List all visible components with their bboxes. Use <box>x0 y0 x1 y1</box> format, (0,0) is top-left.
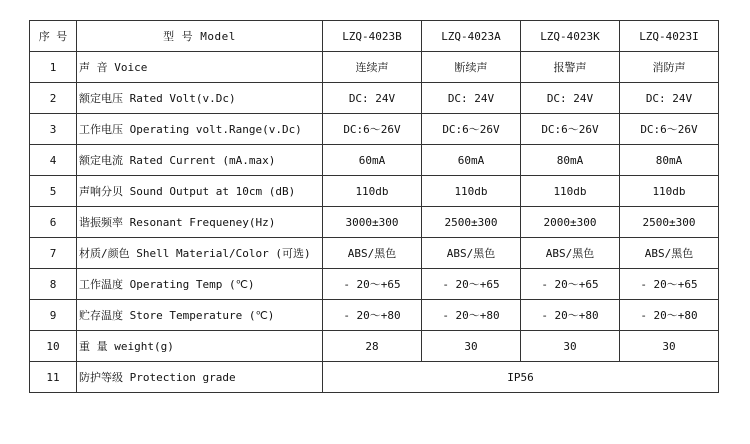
row-value: 消防声 <box>620 52 719 83</box>
row-value: DC: 24V <box>323 83 422 114</box>
row-value: DC: 24V <box>422 83 521 114</box>
row-label: 防护等级 Protection grade <box>77 362 323 393</box>
row-value: 80mA <box>521 145 620 176</box>
row-value: 2000±300 <box>521 207 620 238</box>
model-column-header: LZQ-4023B <box>323 21 422 52</box>
row-value: DC: 24V <box>620 83 719 114</box>
table-row <box>30 300 719 331</box>
row-value: 30 <box>521 331 620 362</box>
row-value: 110db <box>521 176 620 207</box>
row-value: ABS/黑色 <box>422 238 521 269</box>
row-value: DC:6～26V <box>521 114 620 145</box>
row-label: 工作温度 Operating Temp (℃) <box>77 269 323 300</box>
row-value: 连续声 <box>323 52 422 83</box>
model-column-header: LZQ-4023A <box>422 21 521 52</box>
row-label: 声响分贝 Sound Output at 10cm (dB) <box>77 176 323 207</box>
row-value: 2500±300 <box>620 207 719 238</box>
row-number: 9 <box>30 300 77 331</box>
row-value: 110db <box>323 176 422 207</box>
row-value: 2500±300 <box>422 207 521 238</box>
row-value: 110db <box>422 176 521 207</box>
row-value: 28 <box>323 331 422 362</box>
row-value: 80mA <box>620 145 719 176</box>
row-number: 6 <box>30 207 77 238</box>
row-label: 重 量 weight(g) <box>77 331 323 362</box>
row-value: 110db <box>620 176 719 207</box>
row-label: 声 音 Voice <box>77 52 323 83</box>
table-row <box>30 145 719 176</box>
table-row <box>30 52 719 83</box>
protection-row <box>30 362 719 393</box>
row-value: - 20～+80 <box>521 300 620 331</box>
row-value: - 20～+65 <box>323 269 422 300</box>
table-row <box>30 331 719 362</box>
row-value: ABS/黑色 <box>521 238 620 269</box>
row-value: - 20～+65 <box>422 269 521 300</box>
row-value: 60mA <box>323 145 422 176</box>
table-row <box>30 83 719 114</box>
row-value: 30 <box>422 331 521 362</box>
row-label: 谐振频率 Resonant Frequeney(Hz) <box>77 207 323 238</box>
row-value: - 20～+65 <box>620 269 719 300</box>
row-value: - 20～+80 <box>422 300 521 331</box>
row-value: ABS/黑色 <box>323 238 422 269</box>
row-number: 2 <box>30 83 77 114</box>
model-header: 型 号 Model <box>77 21 323 52</box>
row-label: 额定电压 Rated Volt(v.Dc) <box>77 83 323 114</box>
header-row <box>30 21 719 52</box>
table-row <box>30 176 719 207</box>
row-value: 3000±300 <box>323 207 422 238</box>
row-value: 60mA <box>422 145 521 176</box>
row-number: 1 <box>30 52 77 83</box>
row-number: 11 <box>30 362 77 393</box>
row-number: 8 <box>30 269 77 300</box>
row-value: - 20～+65 <box>521 269 620 300</box>
row-label: 材质/颜色 Shell Material/Color (可选) <box>77 238 323 269</box>
row-number: 10 <box>30 331 77 362</box>
row-value: - 20～+80 <box>323 300 422 331</box>
row-value: DC:6～26V <box>323 114 422 145</box>
row-label: 工作电压 Operating volt.Range(v.Dc) <box>77 114 323 145</box>
row-value: 报警声 <box>521 52 620 83</box>
model-column-header: LZQ-4023I <box>620 21 719 52</box>
row-number: 4 <box>30 145 77 176</box>
spec-table <box>29 20 719 393</box>
row-value: ABS/黑色 <box>620 238 719 269</box>
row-value: DC: 24V <box>521 83 620 114</box>
row-value: - 20～+80 <box>620 300 719 331</box>
model-column-header: LZQ-4023K <box>521 21 620 52</box>
table-row <box>30 114 719 145</box>
row-number: 5 <box>30 176 77 207</box>
table-row <box>30 269 719 300</box>
row-value: DC:6～26V <box>422 114 521 145</box>
protection-value: IP56 <box>323 362 719 393</box>
index-header: 序 号 <box>30 21 77 52</box>
row-label: 贮存温度 Store Temperature (℃) <box>77 300 323 331</box>
row-value: DC:6～26V <box>620 114 719 145</box>
table-row <box>30 238 719 269</box>
row-number: 3 <box>30 114 77 145</box>
row-value: 断续声 <box>422 52 521 83</box>
table-row <box>30 207 719 238</box>
row-number: 7 <box>30 238 77 269</box>
row-label: 额定电流 Rated Current (mA.max) <box>77 145 323 176</box>
row-value: 30 <box>620 331 719 362</box>
spec-table-container <box>29 20 719 393</box>
